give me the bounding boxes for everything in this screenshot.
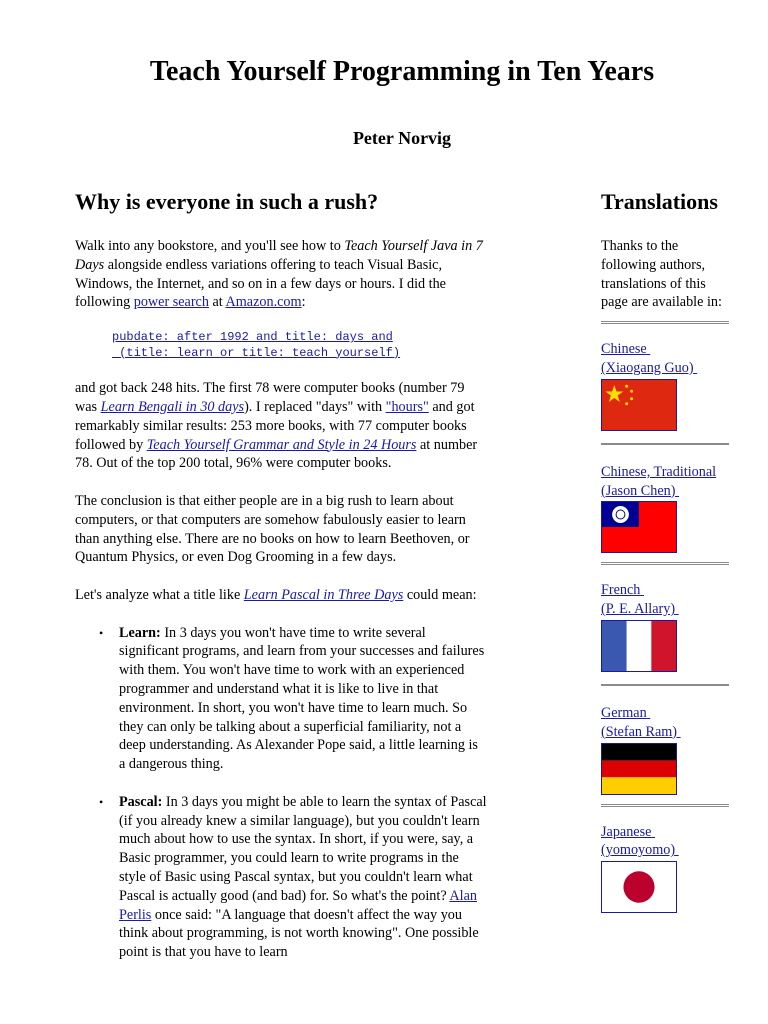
france-flag-icon[interactable] (601, 620, 677, 672)
hours-link[interactable]: "hours" (385, 398, 429, 415)
pascal-book-link[interactable]: Learn Pascal in Three Days (243, 586, 404, 603)
language-name: German (601, 704, 647, 721)
translation-link-chinese-traditional[interactable] (601, 463, 729, 482)
main-column (75, 186, 487, 981)
translator-link-german[interactable] (601, 723, 729, 742)
power-search-link[interactable]: power search (133, 294, 209, 311)
text-span: : (301, 294, 306, 311)
translation-link-german[interactable] (601, 704, 729, 723)
intro-paragraph (75, 237, 487, 312)
alan-perlis-link[interactable]: Alan Perlis (119, 887, 477, 923)
text-span: at (208, 294, 226, 311)
divider (601, 562, 729, 565)
text-span: Walk into any bookstore, and you'll see how to (75, 238, 345, 254)
china-flag-icon[interactable] (601, 379, 677, 431)
list-term: Learn: (119, 624, 161, 641)
translator-name: (Xiaogang Guo) (601, 359, 694, 376)
text-span: could mean: (403, 586, 477, 603)
search-query-code (112, 330, 487, 361)
translator-name: (yomoyomo) (601, 842, 676, 859)
japan-flag-icon[interactable] (601, 861, 677, 913)
book-title: Teach Yourself Java in 7 Days (75, 238, 483, 273)
translation-french (601, 581, 729, 672)
translator-name: (Stefan Ram) (601, 723, 678, 740)
grammar-book-link[interactable]: Teach Yourself Grammar and Style in 24 Hours (146, 436, 417, 453)
translations-sidebar (601, 186, 729, 913)
text-span: alongside endless variations offering to teach Visual Basic, Windows, the Internet, and so on in a few days or hours. I did the following (75, 256, 446, 311)
amazon-link[interactable]: Amazon.com (225, 294, 302, 311)
language-name: French (601, 582, 641, 599)
analysis-paragraph (75, 586, 487, 605)
translation-japanese (601, 823, 729, 914)
author-name: Peter Norvig (352, 128, 452, 148)
translation-german (601, 704, 729, 795)
translator-name: (Jason Chen) (601, 482, 676, 499)
search-query-line-2[interactable]: (title: learn or title: teach yourself) (112, 345, 401, 360)
translator-link-french[interactable] (601, 600, 729, 619)
text-span: and got back 248 hits. The first 78 were computer books (number 79 was (75, 380, 465, 415)
translation-chinese-traditional (601, 463, 729, 554)
list-text: In 3 days you won't have time to write several significant programs, and learn from your successes and failures with them. You won't have time to work with an experienced programmer and understand what it is like to live in that environment. In short, you won't have time to learn much. So they can only be talking about a superficial familiarity, not a deep understanding. As Alexander Pope said, a little learning is a dangerous thing. (119, 624, 485, 773)
list-text: once said: "A language that doesn't affect the way you think about programming, is not worth knowing". One possible point is that you have to learn (119, 906, 479, 961)
section-heading: Why is everyone in such a rush? (75, 189, 379, 214)
divider (601, 804, 729, 807)
translation-chinese (601, 340, 729, 431)
language-name: Chinese (601, 341, 647, 358)
taiwan-flag-icon[interactable] (601, 501, 677, 553)
language-name: Japanese (601, 823, 652, 840)
language-name: Chinese, Traditional (601, 463, 717, 480)
text-span: Let's analyze what a title like (75, 586, 244, 603)
translator-name: (P. E. Allary) (601, 601, 676, 618)
list-item (75, 793, 487, 962)
list-item (75, 624, 487, 774)
translations-heading: Translations (601, 189, 718, 214)
translation-link-french[interactable] (601, 581, 729, 600)
divider (601, 684, 729, 686)
bullet-icon: • (99, 794, 104, 809)
results-paragraph (75, 379, 487, 473)
bengali-link[interactable]: Learn Bengali in 30 days (100, 398, 245, 415)
translation-link-japanese[interactable] (601, 823, 729, 842)
translator-link-japanese[interactable] (601, 841, 729, 860)
conclusion-paragraph: The conclusion is that either people are in a big rush to learn about computers, or that computers are somehow fabulously easier to learn than anything else. There are no books on how to learn Beethoven, or Quantum Physics, or even Dog Grooming in a few days. (75, 492, 470, 566)
divider (601, 443, 729, 445)
translation-link-chinese[interactable] (601, 340, 729, 359)
list-text: In 3 days you might be able to learn the syntax of Pascal (if you already knew a similar language), but you couldn't learn much about how to use the syntax. In short, if you were, say, a Basic programmer, you could learn to write programs in the style of Basic using Pascal syntax, but you couldn't learn what Pascal is actually good (and bad) for. So what's the point? (119, 793, 487, 904)
text-span: at number 78. Out of the top 200 total, 96% were computer books. (75, 436, 478, 472)
analysis-list (75, 624, 487, 962)
text-span: ). I replaced "days" with (244, 398, 386, 415)
search-query-line-1[interactable]: pubdate: after 1992 and title: days and (112, 330, 393, 345)
divider (601, 321, 729, 324)
translations-intro: Thanks to the following authors, translations of this page are available in: (601, 238, 722, 311)
germany-flag-icon[interactable] (601, 743, 677, 795)
page-title: Teach Yourself Programming in Ten Years (149, 56, 655, 87)
translator-link-chinese[interactable] (601, 359, 729, 378)
translator-link-chinese-traditional[interactable] (601, 482, 729, 501)
list-term: Pascal: (119, 793, 163, 810)
text-span: and got remarkably similar results: 253 more books, with 77 computer books followed by (75, 398, 475, 453)
bullet-icon: • (99, 625, 104, 640)
